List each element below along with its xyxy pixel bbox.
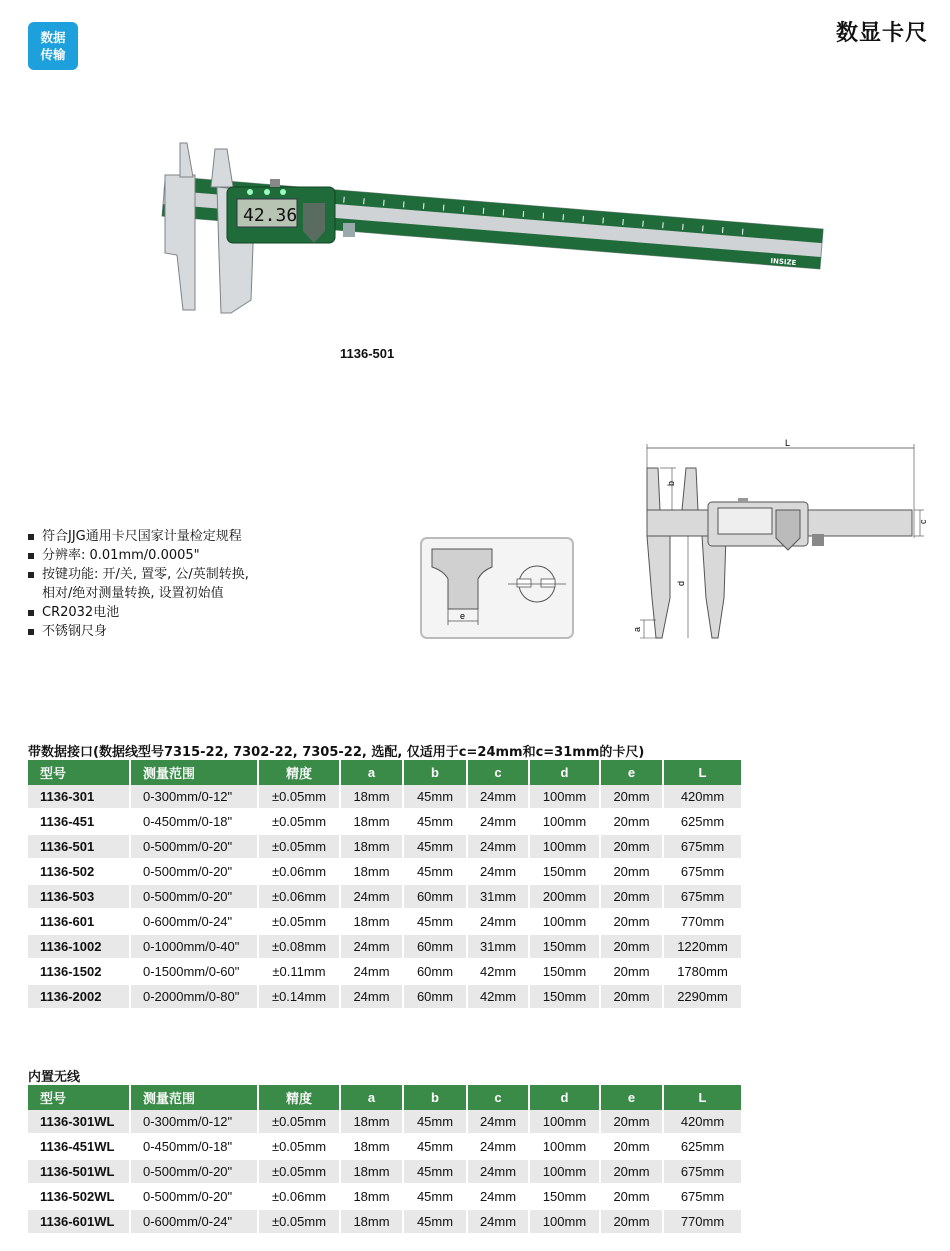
table-cell: 20mm: [600, 984, 663, 1009]
table-cell: 20mm: [600, 1209, 663, 1234]
table-cell: 675mm: [663, 884, 741, 909]
feature-item: [28, 527, 249, 546]
model-cell: 1136-501: [28, 834, 130, 859]
table-cell: 18mm: [340, 834, 403, 859]
table-cell: ±0.05mm: [258, 785, 340, 809]
table-cell: 0-1500mm/0-60": [130, 959, 258, 984]
table-cell: 45mm: [403, 1134, 467, 1159]
model-cell: 1136-601WL: [28, 1209, 130, 1234]
table-cell: 24mm: [340, 934, 403, 959]
feature-text: 符合JJG通用卡尺国家计量检定规程: [42, 529, 242, 544]
table-cell: 45mm: [403, 1184, 467, 1209]
table-cell: 24mm: [467, 1110, 529, 1134]
brand-mark: INSIZE: [770, 257, 797, 268]
table-cell: 150mm: [529, 859, 600, 884]
table-cell: 20mm: [600, 1184, 663, 1209]
column-header: 精度: [258, 760, 340, 785]
table-row: [28, 1110, 741, 1134]
table-cell: 31mm: [467, 884, 529, 909]
table-cell: 42mm: [467, 984, 529, 1009]
table-cell: 770mm: [663, 909, 741, 934]
data-transfer-badge: [28, 22, 78, 70]
column-header: L: [663, 1085, 741, 1110]
table-cell: 60mm: [403, 984, 467, 1009]
table-cell: ±0.06mm: [258, 884, 340, 909]
table-cell: ±0.11mm: [258, 959, 340, 984]
detail-e-label: e: [460, 611, 466, 621]
table-cell: 420mm: [663, 1110, 741, 1134]
table-cell: 20mm: [600, 1159, 663, 1184]
column-header: b: [403, 1085, 467, 1110]
table-cell: 31mm: [467, 934, 529, 959]
table-cell: 770mm: [663, 1209, 741, 1234]
model-cell: 1136-502WL: [28, 1184, 130, 1209]
table-row: [28, 834, 741, 859]
table2-caption: 内置无线: [28, 1070, 81, 1085]
table-cell: 45mm: [403, 834, 467, 859]
table-cell: 20mm: [600, 934, 663, 959]
dim-c-label: c: [918, 519, 928, 524]
table-cell: ±0.06mm: [258, 1184, 340, 1209]
dim-d-label: d: [676, 580, 686, 586]
feature-item: [28, 565, 249, 603]
table-cell: 24mm: [467, 859, 529, 884]
model-caption: 1136-501: [340, 346, 395, 361]
spec-table-wireless: [28, 1085, 741, 1235]
table-cell: 100mm: [529, 1110, 600, 1134]
table-cell: 42mm: [467, 959, 529, 984]
table-row: [28, 1134, 741, 1159]
dim-b-label: b: [666, 480, 676, 486]
table-row: [28, 909, 741, 934]
table-cell: 0-300mm/0-12": [130, 785, 258, 809]
table-cell: 24mm: [467, 1184, 529, 1209]
table-cell: 675mm: [663, 834, 741, 859]
table-cell: 45mm: [403, 1110, 467, 1134]
model-cell: 1136-502: [28, 859, 130, 884]
column-header: 型号: [28, 1085, 130, 1110]
table-cell: 675mm: [663, 1159, 741, 1184]
table-cell: 100mm: [529, 809, 600, 834]
feature-text-continuation: 相对/绝对测量转换, 设置初始值: [42, 586, 224, 601]
column-header: 测量范围: [130, 760, 258, 785]
table-cell: 18mm: [340, 785, 403, 809]
model-cell: 1136-1002: [28, 934, 130, 959]
column-header: e: [600, 1085, 663, 1110]
table-cell: 60mm: [403, 934, 467, 959]
table-cell: 18mm: [340, 1184, 403, 1209]
table-row: [28, 859, 741, 884]
table-cell: 24mm: [467, 1159, 529, 1184]
table-cell: 20mm: [600, 909, 663, 934]
table-cell: 20mm: [600, 884, 663, 909]
table-cell: 45mm: [403, 859, 467, 884]
table-cell: 150mm: [529, 984, 600, 1009]
page-title: 数显卡尺: [835, 21, 928, 46]
table-cell: 420mm: [663, 785, 741, 809]
table-cell: 100mm: [529, 1209, 600, 1234]
table-cell: 2290mm: [663, 984, 741, 1009]
model-cell: 1136-601: [28, 909, 130, 934]
dim-a-label: a: [632, 626, 642, 632]
table-cell: ±0.05mm: [258, 1159, 340, 1184]
table-cell: 45mm: [403, 809, 467, 834]
model-cell: 1136-501WL: [28, 1159, 130, 1184]
table-cell: ±0.05mm: [258, 834, 340, 859]
table-cell: 24mm: [467, 1134, 529, 1159]
table-cell: 0-500mm/0-20": [130, 834, 258, 859]
table-cell: 20mm: [600, 809, 663, 834]
dimension-drawing: [632, 438, 932, 644]
model-cell: 1136-451WL: [28, 1134, 130, 1159]
feature-list: [28, 527, 249, 641]
table-cell: ±0.05mm: [258, 909, 340, 934]
table-cell: ±0.08mm: [258, 934, 340, 959]
table-cell: 0-1000mm/0-40": [130, 934, 258, 959]
model-cell: 1136-1502: [28, 959, 130, 984]
table-cell: 24mm: [467, 785, 529, 809]
feature-text: 按键功能: 开/关, 置零, 公/英制转换,: [42, 567, 249, 582]
table-cell: 0-500mm/0-20": [130, 884, 258, 909]
table-cell: 0-600mm/0-24": [130, 1209, 258, 1234]
table-cell: 20mm: [600, 785, 663, 809]
table-cell: ±0.06mm: [258, 859, 340, 884]
column-header: a: [340, 760, 403, 785]
table-cell: 24mm: [340, 984, 403, 1009]
table-cell: 100mm: [529, 909, 600, 934]
table-cell: ±0.05mm: [258, 1209, 340, 1234]
column-header: b: [403, 760, 467, 785]
table-cell: 24mm: [467, 1209, 529, 1234]
table-cell: 150mm: [529, 934, 600, 959]
table-cell: 20mm: [600, 959, 663, 984]
table-cell: 150mm: [529, 959, 600, 984]
table-cell: 1780mm: [663, 959, 741, 984]
table-row: [28, 934, 741, 959]
table-cell: 0-450mm/0-18": [130, 809, 258, 834]
table-cell: 18mm: [340, 809, 403, 834]
column-header: L: [663, 760, 741, 785]
jaw-detail-diagram: [420, 537, 574, 639]
table-cell: 100mm: [529, 1159, 600, 1184]
table-cell: 20mm: [600, 1134, 663, 1159]
table-cell: 100mm: [529, 1134, 600, 1159]
feature-item: [28, 546, 249, 565]
table-cell: 20mm: [600, 834, 663, 859]
column-header: d: [529, 760, 600, 785]
table-header-row: [28, 1085, 741, 1110]
table-cell: 0-500mm/0-20": [130, 859, 258, 884]
column-header: 测量范围: [130, 1085, 258, 1110]
model-cell: 1136-301: [28, 785, 130, 809]
table-cell: 675mm: [663, 1184, 741, 1209]
table-cell: 45mm: [403, 785, 467, 809]
table-cell: 18mm: [340, 1134, 403, 1159]
table-cell: 24mm: [340, 959, 403, 984]
table-cell: 0-450mm/0-18": [130, 1134, 258, 1159]
table-cell: 18mm: [340, 1110, 403, 1134]
table-cell: 18mm: [340, 1159, 403, 1184]
table-cell: 18mm: [340, 859, 403, 884]
table-cell: 150mm: [529, 1184, 600, 1209]
feature-item: [28, 622, 249, 641]
spec-table-data-interface: [28, 760, 741, 1010]
table-row: [28, 785, 741, 809]
table-cell: 45mm: [403, 909, 467, 934]
column-header: c: [467, 760, 529, 785]
table-cell: ±0.05mm: [258, 1110, 340, 1134]
table-row: [28, 884, 741, 909]
table-cell: 18mm: [340, 1209, 403, 1234]
table-cell: ±0.05mm: [258, 1134, 340, 1159]
feature-text: 分辨率: 0.01mm/0.0005": [42, 548, 200, 563]
table-cell: 0-500mm/0-20": [130, 1184, 258, 1209]
table-header-row: [28, 760, 741, 785]
table-cell: ±0.05mm: [258, 809, 340, 834]
table-cell: 100mm: [529, 785, 600, 809]
table-cell: 60mm: [403, 884, 467, 909]
model-cell: 1136-2002: [28, 984, 130, 1009]
table-cell: 100mm: [529, 834, 600, 859]
feature-item: [28, 603, 249, 622]
table-cell: 0-300mm/0-12": [130, 1110, 258, 1134]
display-reading: 42.36: [243, 205, 298, 226]
table-cell: 20mm: [600, 1110, 663, 1134]
table-row: [28, 959, 741, 984]
table-cell: 20mm: [600, 859, 663, 884]
model-cell: 1136-503: [28, 884, 130, 909]
table-cell: 60mm: [403, 959, 467, 984]
table-cell: 625mm: [663, 809, 741, 834]
table-row: [28, 809, 741, 834]
table-cell: 45mm: [403, 1209, 467, 1234]
table-cell: 200mm: [529, 884, 600, 909]
column-header: c: [467, 1085, 529, 1110]
table-cell: 24mm: [467, 834, 529, 859]
table-cell: 1220mm: [663, 934, 741, 959]
model-cell: 1136-301WL: [28, 1110, 130, 1134]
table-cell: 24mm: [467, 809, 529, 834]
table-row: [28, 984, 741, 1009]
table-row: [28, 1184, 741, 1209]
column-header: e: [600, 760, 663, 785]
badge-line-1: 数据: [40, 30, 66, 45]
table-cell: 18mm: [340, 909, 403, 934]
column-header: d: [529, 1085, 600, 1110]
feature-text: CR2032电池: [42, 605, 120, 620]
table-cell: 0-600mm/0-24": [130, 909, 258, 934]
table-cell: 24mm: [340, 884, 403, 909]
table-cell: 0-2000mm/0-80": [130, 984, 258, 1009]
table-cell: ±0.14mm: [258, 984, 340, 1009]
badge-line-2: 传输: [40, 47, 66, 62]
dim-L-label: L: [785, 438, 791, 448]
table-cell: 675mm: [663, 859, 741, 884]
table-cell: 45mm: [403, 1159, 467, 1184]
column-header: 型号: [28, 760, 130, 785]
table1-caption: 带数据接口(数据线型号7315-22, 7302-22, 7305-22, 选配, 仅适用于c=24mm和c=31mm的卡尺): [28, 745, 645, 760]
caliper-photo: [155, 135, 835, 320]
table-cell: 0-500mm/0-20": [130, 1159, 258, 1184]
column-header: a: [340, 1085, 403, 1110]
model-cell: 1136-451: [28, 809, 130, 834]
table-row: [28, 1159, 741, 1184]
table-cell: 625mm: [663, 1134, 741, 1159]
feature-text: 不锈钢尺身: [42, 624, 108, 639]
table-cell: 24mm: [467, 909, 529, 934]
table-row: [28, 1209, 741, 1234]
column-header: 精度: [258, 1085, 340, 1110]
